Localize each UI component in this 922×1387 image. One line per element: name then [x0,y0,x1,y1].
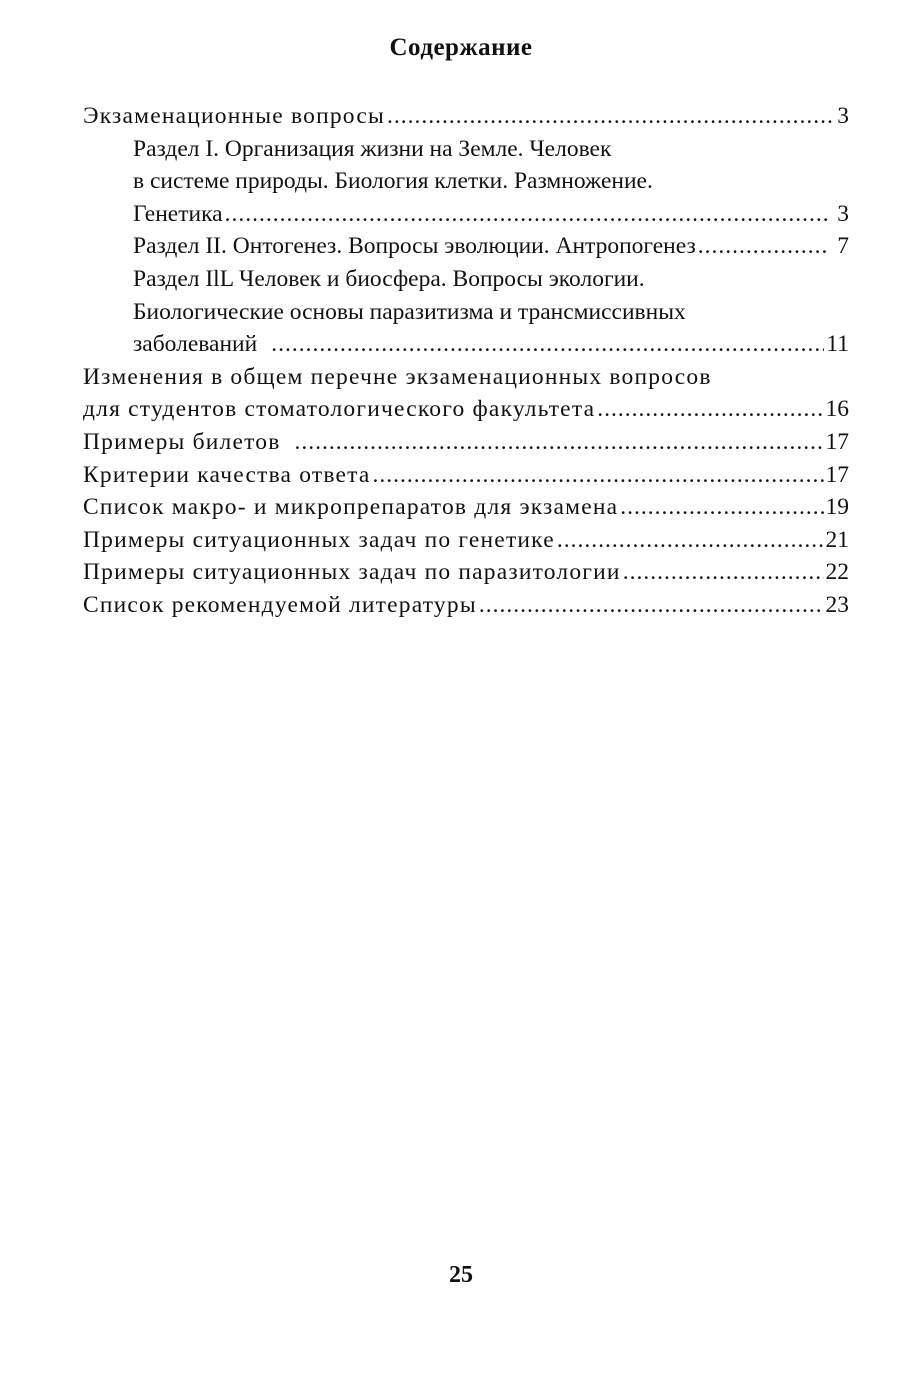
toc-entry-section-2[interactable] [83,230,849,263]
toc-entry-title: Раздел IlL Человек и биосфера. Вопросы экологии. [133,265,645,292]
toc-entry-title: Критерии качества ответа [83,461,371,488]
toc-entry-title: Генетика [133,200,223,227]
toc-entry-section-1-line-2 [83,165,849,198]
dot-leader [597,393,823,426]
dot-leader [387,100,835,133]
dot-leader [271,328,824,361]
page-number: 25 [449,1262,473,1288]
toc-entry-literature[interactable] [83,589,849,622]
toc-page-number: 17 [825,461,849,488]
toc-page-number: 3 [837,103,849,129]
toc-entry-answer-criteria[interactable] [83,459,849,492]
toc-entry-section-3-line-1 [83,263,849,296]
toc-page-number: 17 [825,428,849,455]
toc-entry-changes[interactable] [83,393,849,426]
toc-page-number: 3 [831,200,849,227]
toc-entry-title: Примеры ситуационных задач по генетике [83,526,555,553]
toc-entry-genetics-tasks[interactable] [83,524,849,557]
dot-leader [623,556,824,589]
toc-entry-title: Примеры ситуационных задач по паразитологии [83,559,621,586]
toc-page-number: 11 [826,331,849,358]
page-title: Содержание [389,34,533,61]
toc-entry-title: для студентов стоматологического факультета [83,396,596,423]
toc-page-number: 23 [825,591,849,618]
toc-entry-title: в системе природы. Биология клетки. Размножение. [133,168,653,195]
toc-entry-title: Биологические основы паразитизма и трансмиссивных [133,298,686,325]
toc-page-number: 19 [825,494,849,521]
table-of-contents [83,100,849,622]
toc-entry-title: Изменения в общем перечне экзаменационных вопросов [83,363,712,390]
toc-entry-parasitology-tasks[interactable] [83,556,849,589]
toc-entry-specimen-list[interactable] [83,491,849,524]
toc-page-number: 22 [825,559,849,586]
dot-leader [225,198,830,231]
toc-entry-exam-questions[interactable] [83,100,849,133]
toc-entry-title: Экзаменационные вопросы [83,103,385,129]
toc-entry-changes-line-1 [83,361,849,394]
toc-entry-section-1[interactable] [83,198,849,231]
toc-entry-title: Примеры билетов [83,428,281,455]
toc-entry-title: Список рекомендуемой литературы [83,591,477,618]
toc-entry-title: Раздел II. Онтогенез. Вопросы эволюции. Антропогенез [133,233,696,260]
toc-entry-section-1-line-1 [83,133,849,166]
toc-entry-title: Список макро- и микропрепаратов для экзамена [83,494,619,521]
dot-leader [295,426,824,459]
toc-entry-section-3-line-2 [83,296,849,329]
dot-leader [620,491,823,524]
toc-entry-ticket-examples[interactable] [83,426,849,459]
toc-entry-title: заболеваний [133,331,258,358]
toc-page-number: 16 [825,396,849,423]
dot-leader [479,589,824,622]
dot-leader [698,230,830,263]
toc-page-number: 21 [825,526,849,553]
toc-entry-section-3[interactable] [83,328,849,361]
toc-page-number: 7 [831,233,849,260]
dot-leader [373,459,824,492]
toc-entry-title: Раздел I. Организация жизни на Земле. Человек [133,135,612,162]
dot-leader [557,524,824,557]
